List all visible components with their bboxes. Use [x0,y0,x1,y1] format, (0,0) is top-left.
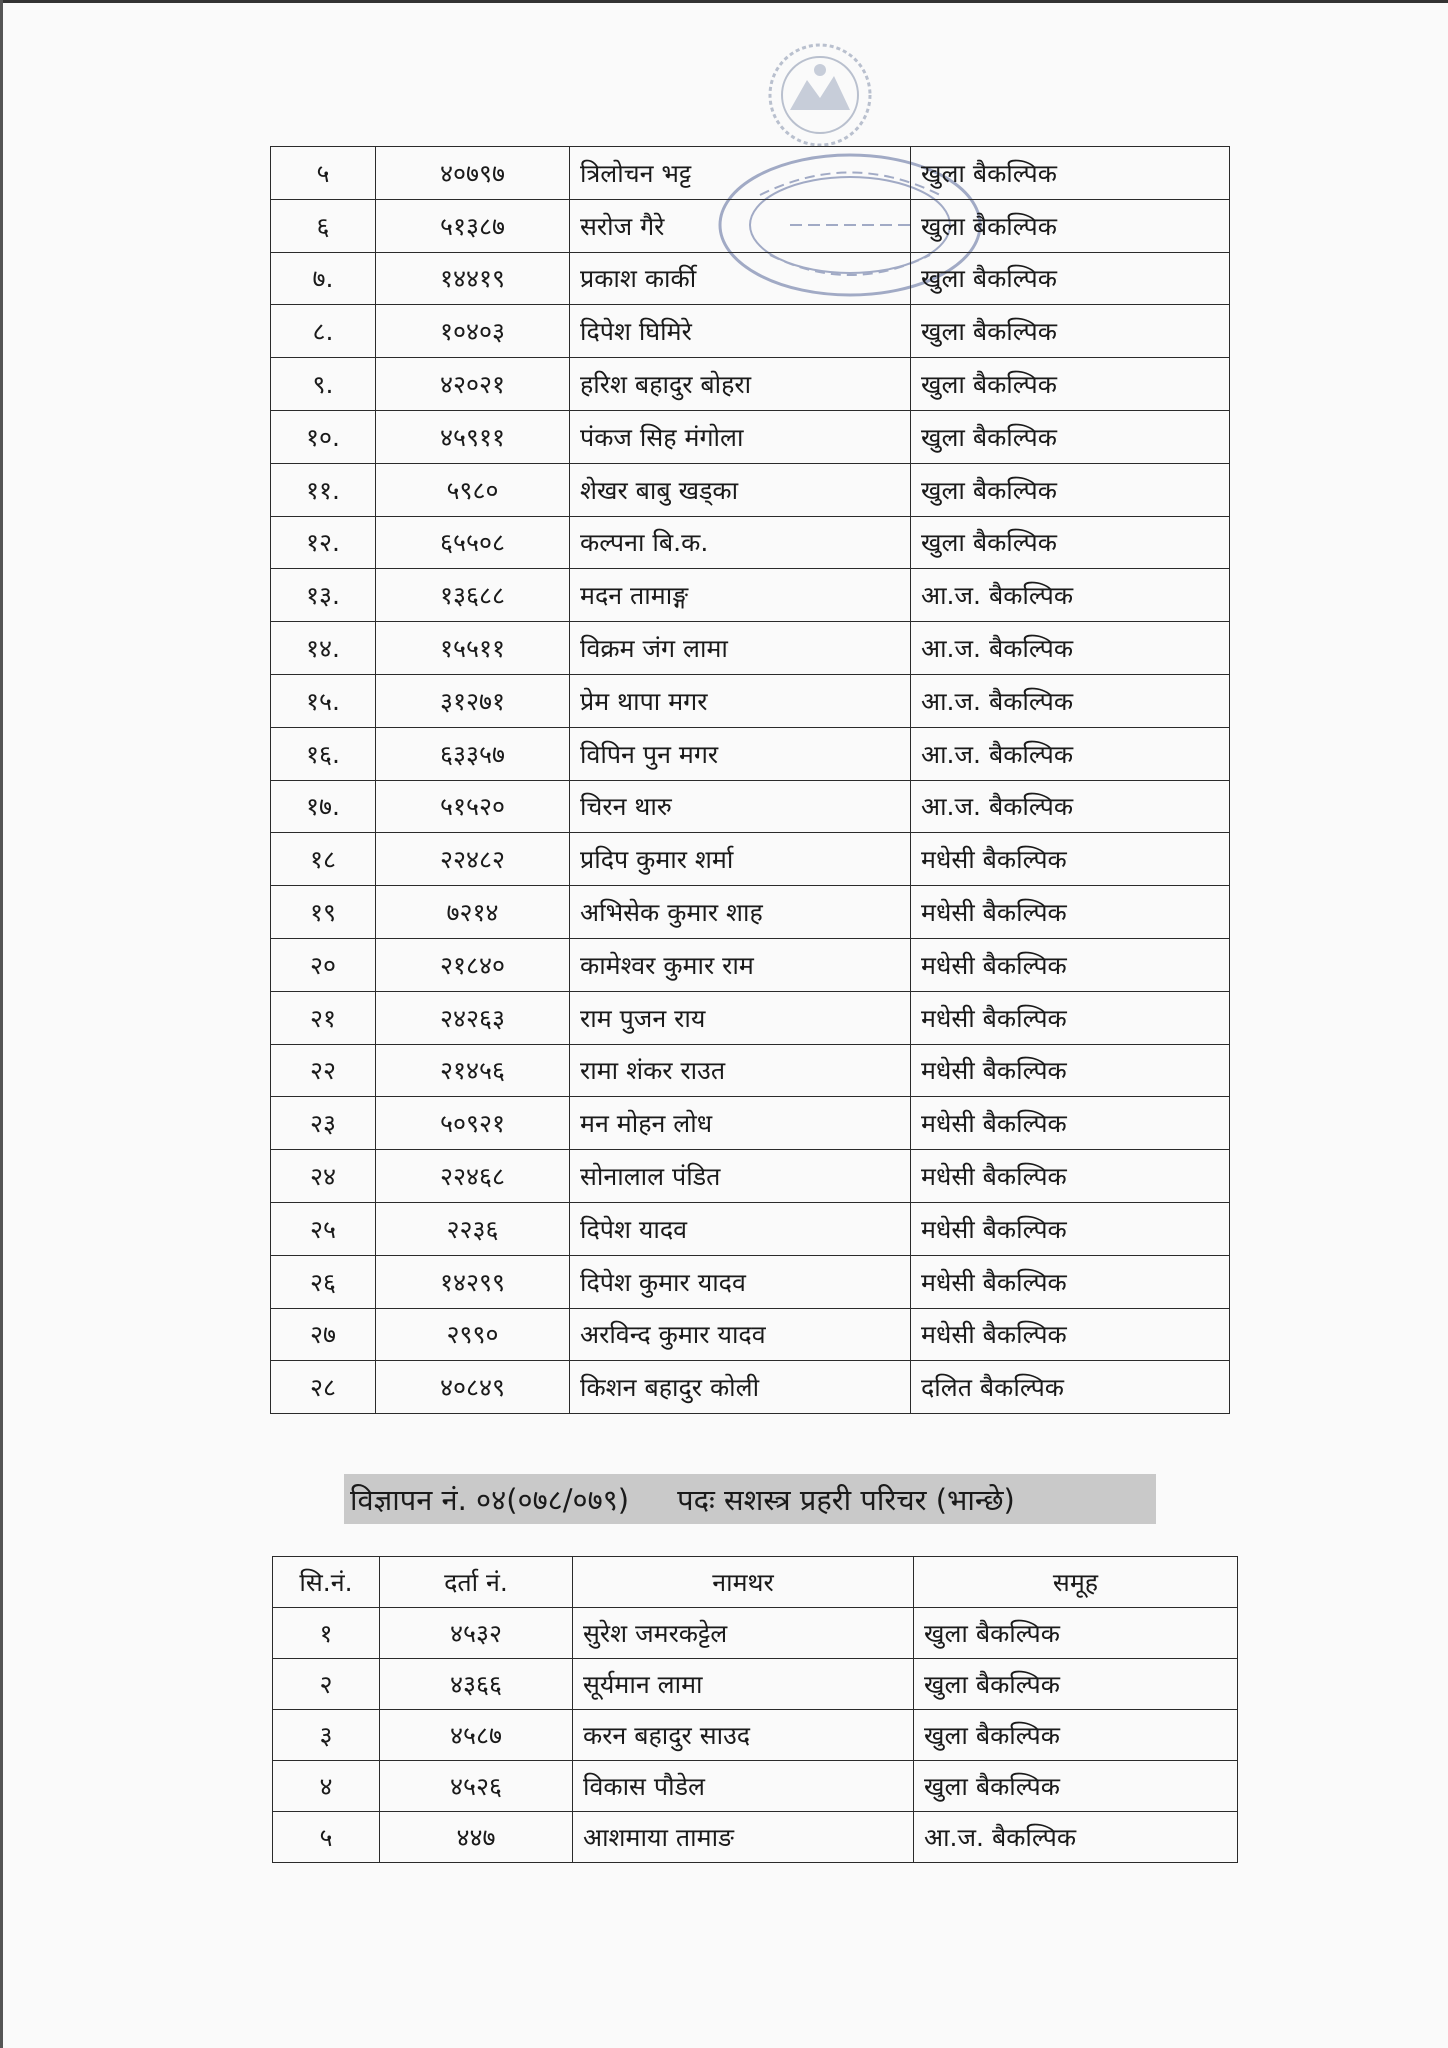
registration-cell: १४२९९ [376,1255,570,1308]
name-cell: दिपेश घिमिरे [570,305,911,358]
table-header-row [273,1557,1238,1608]
serial-cell: ११. [271,463,376,516]
group-cell: मधेसी बैकल्पिक [911,1202,1230,1255]
name-cell: पंकज सिह मंगोला [570,410,911,463]
table-row [271,1255,1230,1308]
group-cell: मधेसी बैकल्पिक [911,833,1230,886]
group-cell: खुला बैकल्पिक [911,252,1230,305]
group-cell: मधेसी बैकल्पिक [911,938,1230,991]
name-cell: मन मोहन लोध [570,1097,911,1150]
table-row [271,727,1230,780]
name-cell: दिपेश कुमार यादव [570,1255,911,1308]
name-cell: करन बहादुर साउद [573,1710,914,1761]
table-row [271,1361,1230,1414]
registration-cell: ६५५०८ [376,516,570,569]
serial-cell: २४ [271,1150,376,1203]
name-cell: किशन बहादुर कोली [570,1361,911,1414]
table-row [271,1044,1230,1097]
registration-cell: ४०७९७ [376,147,570,200]
registration-cell: २१८४० [376,938,570,991]
group-cell: खुला बैकल्पिक [911,516,1230,569]
registration-cell: ७२१४ [376,886,570,939]
table-row [271,252,1230,305]
name-cell: शेखर बाबु खड्का [570,463,911,516]
name-cell: चिरन थारु [570,780,911,833]
group-cell: मधेसी बैकल्पिक [911,1308,1230,1361]
name-cell: मदन तामाङ्ग [570,569,911,622]
group-cell: आ.ज. बैकल्पिक [911,622,1230,675]
registration-cell: ४५३२ [380,1608,573,1659]
serial-cell: ५ [271,147,376,200]
table-row [273,1608,1238,1659]
table-row [271,780,1230,833]
group-cell: खुला बैकल्पिक [911,358,1230,411]
name-cell: अभिसेक कुमार शाह [570,886,911,939]
registration-cell: २२४६८ [376,1150,570,1203]
registration-cell: १४४१९ [376,252,570,305]
registration-cell: २२४८२ [376,833,570,886]
table-row [271,674,1230,727]
registration-cell: १३६८८ [376,569,570,622]
name-cell: विकास पौडेल [573,1761,914,1812]
group-cell: आ.ज. बैकल्पिक [911,727,1230,780]
table-row [271,991,1230,1044]
serial-cell: २१ [271,991,376,1044]
table-row [271,147,1230,200]
table-row [271,463,1230,516]
group-cell: आ.ज. बैकल्पिक [911,780,1230,833]
table-row [271,1202,1230,1255]
serial-cell: १ [273,1608,380,1659]
advertisement-heading [344,1474,1156,1524]
name-cell: प्रेम थापा मगर [570,674,911,727]
name-cell: त्रिलोचन भट्ट [570,147,911,200]
emblem-seal [752,40,888,150]
registration-cell: ५१५२० [376,780,570,833]
name-cell: प्रकाश कार्की [570,252,911,305]
name-cell: रामा शंकर राउत [570,1044,911,1097]
serial-cell: १६. [271,727,376,780]
registration-cell: ४५८७ [380,1710,573,1761]
registration-cell: ६३३५७ [376,727,570,780]
candidate-table-2 [272,1556,1238,1863]
name-cell: हरिश बहादुर बोहरा [570,358,911,411]
serial-cell: ४ [273,1761,380,1812]
name-cell: सोनालाल पंडित [570,1150,911,1203]
group-cell: मधेसी बैकल्पिक [911,991,1230,1044]
serial-cell: २० [271,938,376,991]
serial-cell: १९ [271,886,376,939]
registration-cell: २४२६३ [376,991,570,1044]
serial-cell: ८. [271,305,376,358]
group-cell: आ.ज. बैकल्पिक [911,674,1230,727]
group-cell: खुला बैकल्पिक [911,305,1230,358]
serial-cell: १८ [271,833,376,886]
registration-cell: ४५२६ [380,1761,573,1812]
registration-cell: ५०९२१ [376,1097,570,1150]
registration-cell: १५५११ [376,622,570,675]
name-cell: सरोज गैरे [570,199,911,252]
registration-cell: २९९० [376,1308,570,1361]
serial-cell: ३ [273,1710,380,1761]
registration-cell: २१४५६ [376,1044,570,1097]
serial-cell: २२ [271,1044,376,1097]
table-row [271,938,1230,991]
group-cell: मधेसी बैकल्पिक [911,1255,1230,1308]
header-serial: सि.नं. [273,1557,380,1608]
name-cell: कामेश्वर कुमार राम [570,938,911,991]
serial-cell: २३ [271,1097,376,1150]
group-cell: खुला बैकल्पिक [911,410,1230,463]
serial-cell: १०. [271,410,376,463]
name-cell: प्रदिप कुमार शर्मा [570,833,911,886]
header-group: समूह [914,1557,1238,1608]
table-row [271,410,1230,463]
name-cell: अरविन्द कुमार यादव [570,1308,911,1361]
group-cell: खुला बैकल्पिक [911,147,1230,200]
registration-cell: १०४०३ [376,305,570,358]
serial-cell: ५ [273,1812,380,1863]
table-row [273,1659,1238,1710]
group-cell: मधेसी बैकल्पिक [911,1150,1230,1203]
name-cell: कल्पना बि.क. [570,516,911,569]
table-row [271,1097,1230,1150]
registration-cell: २२३६ [376,1202,570,1255]
table-row [271,358,1230,411]
serial-cell: १७. [271,780,376,833]
serial-cell: १४. [271,622,376,675]
registration-cell: ४०८४९ [376,1361,570,1414]
registration-cell: ५१३८७ [376,199,570,252]
group-cell: आ.ज. बैकल्पिक [911,569,1230,622]
table-row [273,1761,1238,1812]
registration-cell: ३१२७१ [376,674,570,727]
table-row [271,199,1230,252]
group-cell: खुला बैकल्पिक [911,199,1230,252]
group-cell: खुला बैकल्पिक [914,1710,1238,1761]
name-cell: विपिन पुन मगर [570,727,911,780]
serial-cell: २५ [271,1202,376,1255]
group-cell: खुला बैकल्पिक [914,1608,1238,1659]
group-cell: मधेसी बैकल्पिक [911,1044,1230,1097]
registration-cell: ५९८० [376,463,570,516]
serial-cell: २ [273,1659,380,1710]
group-cell: खुला बैकल्पिक [911,463,1230,516]
table-row [273,1812,1238,1863]
group-cell: आ.ज. बैकल्पिक [914,1812,1238,1863]
table-row [271,305,1230,358]
header-registration: दर्ता नं. [380,1557,573,1608]
table-row [271,1308,1230,1361]
name-cell: दिपेश यादव [570,1202,911,1255]
serial-cell: ९. [271,358,376,411]
candidate-table-1 [270,146,1230,1414]
name-cell: विक्रम जंग लामा [570,622,911,675]
serial-cell: २७ [271,1308,376,1361]
header-name: नामथर [573,1557,914,1608]
registration-cell: ४५९११ [376,410,570,463]
group-cell: मधेसी बैकल्पिक [911,1097,1230,1150]
name-cell: आशमाया तामाङ [573,1812,914,1863]
post-title: पदः सशस्त्र प्रहरी परिचर (भान्छे) [677,1482,1015,1517]
name-cell: राम पुजन राय [570,991,911,1044]
serial-cell: २६ [271,1255,376,1308]
serial-cell: १२. [271,516,376,569]
table-row [271,886,1230,939]
registration-cell: ४४७ [380,1812,573,1863]
serial-cell: १३. [271,569,376,622]
group-cell: दलित बैकल्पिक [911,1361,1230,1414]
scan-top-edge [0,0,1448,3]
scan-left-edge [0,0,3,2048]
serial-cell: ६ [271,199,376,252]
serial-cell: १५. [271,674,376,727]
serial-cell: ७. [271,252,376,305]
table-row [271,1150,1230,1203]
serial-cell: २८ [271,1361,376,1414]
group-cell: मधेसी बैकल्पिक [911,886,1230,939]
group-cell: खुला बैकल्पिक [914,1659,1238,1710]
group-cell: खुला बैकल्पिक [914,1761,1238,1812]
registration-cell: ४२०२१ [376,358,570,411]
table-row [271,833,1230,886]
table-row [271,569,1230,622]
name-cell: सुरेश जमरकट्टेल [573,1608,914,1659]
table-row [273,1710,1238,1761]
registration-cell: ४३६६ [380,1659,573,1710]
table-row [271,516,1230,569]
name-cell: सूर्यमान लामा [573,1659,914,1710]
advertisement-number: विज्ञापन नं. ०४(०७८/०७९) [350,1482,630,1517]
table-row [271,622,1230,675]
